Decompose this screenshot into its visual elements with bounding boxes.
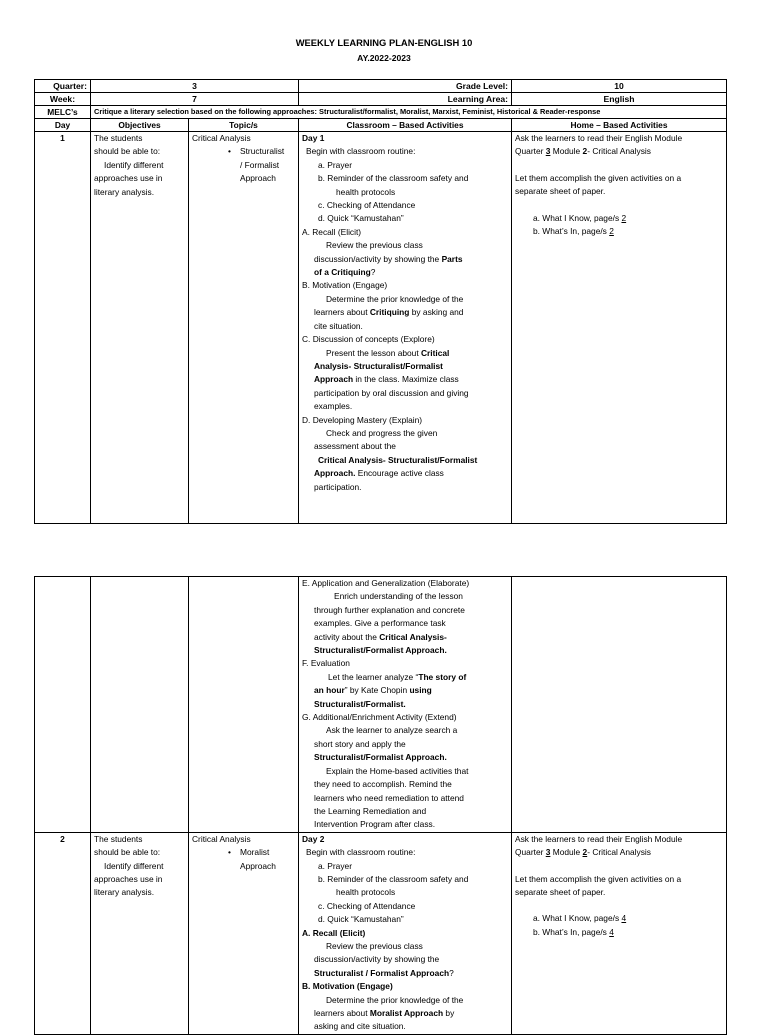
home-text: Ask the learners to read their English Module — [515, 133, 683, 143]
home-text: separate sheet of paper. — [515, 886, 606, 897]
topics-cell — [189, 577, 299, 833]
objectives-line: The students — [94, 833, 143, 844]
routine-item: health protocols — [336, 186, 396, 197]
col-home: Home – Based Activities — [512, 119, 727, 132]
section-text: short story and apply the — [314, 738, 406, 749]
section-text: learners about Moralist Approach by — [314, 1008, 455, 1018]
section-heading: F. Evaluation — [302, 658, 350, 669]
topic-item — [192, 145, 295, 185]
grade-label: Grade Level: — [299, 80, 512, 93]
section-text: participation by oral discussion and giving — [314, 387, 469, 398]
day-heading: Day 1 — [302, 133, 325, 143]
routine-intro: Begin with classroom routine: — [306, 847, 416, 858]
home-cell — [512, 577, 727, 833]
home-list-item: b. What’s In, page/s 4 — [533, 926, 614, 937]
section-text: an hour” by Kate Chopin using — [314, 685, 432, 696]
section-heading: D. Developing Mastery (Explain) — [302, 414, 423, 425]
section-heading: E. Application and Generalization (Elaborate) — [302, 578, 470, 588]
section-text: the Learning Remediation and — [314, 805, 427, 816]
quarter-label: Quarter: — [35, 80, 91, 93]
topic-text: Moralist — [240, 847, 270, 858]
section-text: of a Critiquing? — [314, 267, 376, 278]
table-row-day-1-continued — [35, 577, 727, 833]
section-heading: B. Motivation (Engage) — [302, 280, 388, 291]
table-row-day-1 — [35, 132, 727, 524]
objectives-line: should be able to: — [94, 847, 161, 858]
bullet-icon: • — [228, 146, 231, 157]
topic-text: Approach — [240, 173, 276, 184]
section-text: Structuralist/Formalist Approach. — [314, 645, 447, 656]
section-text: they need to accomplish. Remind the — [314, 779, 452, 790]
area-value: English — [512, 93, 727, 106]
area-label: Learning Area: — [299, 93, 512, 106]
objectives-line: literary analysis. — [94, 887, 155, 898]
section-text: Approach. Encourage active class — [314, 468, 444, 479]
section-text: discussion/activity by showing the Parts — [314, 253, 463, 264]
routine-item: health protocols — [336, 887, 396, 898]
col-objectives: Objectives — [91, 119, 189, 132]
objectives-line: The students — [94, 133, 143, 143]
home-cell — [512, 832, 727, 1034]
col-classroom: Classroom – Based Activities — [299, 119, 512, 132]
objectives-line: approaches use in — [94, 873, 163, 884]
week-value: 7 — [91, 93, 299, 106]
topic-text: Approach — [240, 860, 276, 871]
melc-text: Critique a literary selection based on the following approaches: Structuralist/formalist, Moralist, Marxist, Feminist, Historical & Reader-response — [91, 106, 727, 119]
section-text: examples. — [314, 401, 353, 412]
topic-text: / Formalist — [240, 159, 280, 170]
topic-heading: Critical Analysis — [192, 133, 251, 143]
bullet-icon: • — [228, 847, 231, 858]
week-label: Week: — [35, 93, 91, 106]
section-text: assessment about the — [314, 441, 396, 452]
topics-cell — [189, 832, 299, 1034]
routine-item: d. Quick “Kamustahan” — [318, 914, 404, 925]
quarter-value: 3 — [91, 80, 299, 93]
home-cell — [512, 132, 727, 524]
section-text: through further explanation and concrete — [314, 604, 465, 615]
section-text: Determine the prior knowledge of the — [326, 994, 464, 1005]
section-heading: C. Discussion of concepts (Explore) — [302, 334, 435, 345]
section-text: Analysis- Structuralist/Formalist — [314, 360, 443, 371]
objectives-line: Identify different — [104, 159, 164, 170]
section-heading: B. Motivation (Engage) — [302, 981, 393, 992]
topic-item — [192, 846, 295, 873]
section-text: Review the previous class — [326, 940, 423, 951]
home-text: separate sheet of paper. — [515, 186, 606, 197]
section-text: Critical Analysis- Structuralist/Formalist — [318, 454, 478, 465]
home-text: Ask the learners to read their English Module — [515, 833, 683, 844]
section-text: Let the learner analyze “The story of — [328, 671, 467, 682]
home-list-item: a. What I Know, page/s 2 — [533, 212, 627, 223]
section-text: learners about Critiquing by asking and — [314, 307, 464, 318]
section-text: Explain the Home-based activities that — [326, 765, 469, 776]
day-number — [35, 577, 91, 833]
objectives-cell — [91, 132, 189, 524]
section-heading: A. Recall (Elicit) — [302, 226, 362, 237]
topic-heading: Critical Analysis — [192, 833, 251, 844]
classroom-cell — [299, 132, 512, 524]
objectives-line: should be able to: — [94, 146, 161, 157]
grade-value: 10 — [512, 80, 727, 93]
home-list-item: b. What’s In, page/s 2 — [533, 226, 614, 237]
routine-item: b. Reminder of the classroom safety and — [318, 173, 469, 184]
section-heading: G. Additional/Enrichment Activity (Extend) — [302, 712, 457, 723]
section-text: Present the lesson about Critical — [326, 347, 450, 358]
melc-label: MELC’s — [35, 106, 91, 119]
section-text: asking and cite situation. — [314, 1021, 406, 1032]
section-text: Ask the learner to analyze search a — [326, 725, 458, 736]
routine-item: c. Checking of Attendance — [318, 900, 416, 911]
col-topics: Topic/s — [189, 119, 299, 132]
section-text: cite situation. — [314, 320, 363, 331]
routine-item: c. Checking of Attendance — [318, 200, 416, 211]
home-list-item: a. What I Know, page/s 4 — [533, 913, 627, 924]
objectives-line: approaches use in — [94, 173, 163, 184]
topic-text: Structuralist — [240, 146, 285, 157]
section-text: learners who need remediation to attend — [314, 792, 464, 803]
home-text: Quarter 3 Module 2- Critical Analysis — [515, 146, 651, 157]
section-text: Check and progress the given — [326, 427, 438, 438]
objectives-line: literary analysis. — [94, 186, 155, 197]
classroom-cell — [299, 832, 512, 1034]
home-text: Let them accomplish the given activities on a — [515, 172, 682, 183]
section-text: discussion/activity by showing the — [314, 954, 440, 965]
plan-table-page-1 — [34, 79, 727, 524]
section-text: Structuralist/Formalist. — [314, 698, 406, 709]
home-text: Quarter 3 Module 2- Critical Analysis — [515, 847, 651, 858]
section-text: examples. Give a performance task — [314, 618, 446, 629]
section-text: Intervention Program after class. — [314, 819, 436, 830]
day-number: 1 — [35, 132, 91, 524]
section-text: Review the previous class — [326, 240, 423, 251]
day-heading: Day 2 — [302, 833, 325, 844]
table-row-day-2 — [35, 832, 727, 1034]
section-text: Structuralist/Formalist Approach. — [314, 752, 447, 763]
routine-item: a. Prayer — [318, 860, 352, 871]
topics-cell — [189, 132, 299, 524]
section-text: activity about the Critical Analysis- — [314, 631, 447, 642]
routine-intro: Begin with classroom routine: — [306, 146, 416, 157]
section-text: Enrich understanding of the lesson — [334, 591, 463, 602]
section-heading: A. Recall (Elicit) — [302, 927, 366, 938]
plan-table-page-2 — [34, 576, 727, 1035]
section-text: Structuralist / Formalist Approach? — [314, 967, 454, 978]
col-day: Day — [35, 119, 91, 132]
routine-item: a. Prayer — [318, 159, 352, 170]
objectives-line: Identify different — [104, 860, 164, 871]
section-text: participation. — [314, 481, 362, 492]
home-text: Let them accomplish the given activities on a — [515, 873, 682, 884]
academic-year: AY.2022-2023 — [357, 53, 411, 63]
objectives-cell — [91, 577, 189, 833]
routine-item: b. Reminder of the classroom safety and — [318, 873, 469, 884]
objectives-cell — [91, 832, 189, 1034]
section-text: Approach in the class. Maximize class — [314, 374, 459, 385]
document-title: WEEKLY LEARNING PLAN-ENGLISH 10 — [295, 37, 473, 48]
routine-item: d. Quick “Kamustahan” — [318, 213, 404, 224]
classroom-cell — [299, 577, 512, 833]
section-text: Determine the prior knowledge of the — [326, 293, 464, 304]
day-number: 2 — [35, 832, 91, 1034]
